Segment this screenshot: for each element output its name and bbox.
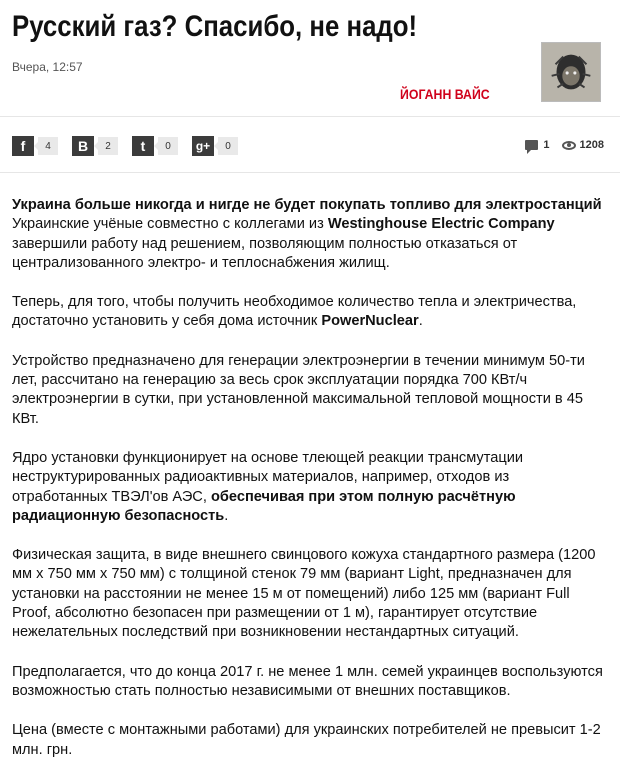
view-count: 1208 <box>579 139 604 151</box>
safety-emphasis: обеспечивая при этом полную расчётную радиационную безопасность <box>12 488 516 524</box>
article-paragraph-4 <box>12 449 608 526</box>
article-paragraph-5: Физическая защита, в виде внешнего свинцового кожуха стандартного размера (1200 мм х 750 мм х 750 мм) с толщиной стенок 79 мм (вариант Light, предназначен для установки на расстоянии не менее 15 м от помещений) либо 125 мм (вариант Full Proof, абсолютно безопасен при размещении от 1 м), гарантирует отсутствие нежелательных последствий при возникновении нестандартных ситуаций. <box>12 547 596 641</box>
article-paragraph-1 <box>12 196 608 273</box>
author-avatar[interactable] <box>541 42 601 102</box>
article-paragraph-7: Цена (вместе с монтажными работами) для украинских потребителей не превысит 1-2 млн. грн. <box>12 722 601 758</box>
share-facebook-button[interactable] <box>12 136 58 156</box>
author-photo-icon <box>542 43 600 101</box>
article-text: завершили работу над решением, позволяющим полностью отказаться от централизованного электро- и теплоснабжения жилищ. <box>12 235 518 271</box>
googleplus-share-count: 0 <box>218 137 238 155</box>
vk-icon: B <box>72 136 94 156</box>
article-paragraph-6: Предполагается, что до конца 2017 г. не менее 1 млн. семей украинцев воспользуются возможностью стать полностью независимыми от внешних поставщиков. <box>12 663 603 699</box>
share-vk-button[interactable] <box>72 136 118 156</box>
comment-icon <box>525 140 538 150</box>
article-text: Украинские учёные совместно с коллегами из <box>12 216 328 233</box>
share-googleplus-button[interactable] <box>192 136 238 156</box>
toolbar-divider <box>0 172 620 173</box>
article-paragraph-3: Устройство предназначено для генерации электроэнергии в течении минимум 50-ти лет, рассчитано на генерацию за весь срок эксплуатации порядка 700 КВт/ч электроэнергии в сутки, при установленной максимальной тепловой мощности в 45 КВт. <box>12 352 585 427</box>
twitter-share-count: 0 <box>158 137 178 155</box>
article-text: . <box>418 313 423 330</box>
article-lead: Украина больше никогда и нигде не будет покупать топливо для электростанций <box>12 197 602 213</box>
article-body <box>12 196 608 780</box>
article-text: Теперь, для того, чтобы получить необходимое количество тепла и электричества, достаточно установить у себя дома источник <box>12 294 577 330</box>
article-stats <box>525 136 604 154</box>
article-paragraph-2 <box>12 293 608 332</box>
facebook-share-count: 4 <box>38 137 58 155</box>
product-name: PowerNuclear <box>321 313 419 330</box>
comment-count[interactable]: 1 <box>543 139 550 151</box>
article-text: Ядро установки функционирует на основе тлеющей реакции трансмутации неструктурированных радиоактивных материалов, например, отходов из отработанных ТВЭЛ'ов АЭС, <box>12 449 524 505</box>
vk-share-count: 2 <box>98 137 118 155</box>
eye-icon <box>562 141 576 150</box>
page-title: Русский газ? Спасибо, не надо! <box>12 10 418 43</box>
googleplus-icon: g+ <box>192 136 214 156</box>
article-text: . <box>224 507 229 524</box>
company-name: Westinghouse Electric Company <box>327 216 555 233</box>
header-divider <box>0 116 620 117</box>
share-twitter-button[interactable] <box>132 136 178 156</box>
twitter-icon: t <box>132 136 154 156</box>
publish-date: Вчера, 12:57 <box>12 60 83 74</box>
author-name-link[interactable]: ЙОГАНН ВАЙС <box>400 86 490 102</box>
facebook-icon: f <box>12 136 34 156</box>
